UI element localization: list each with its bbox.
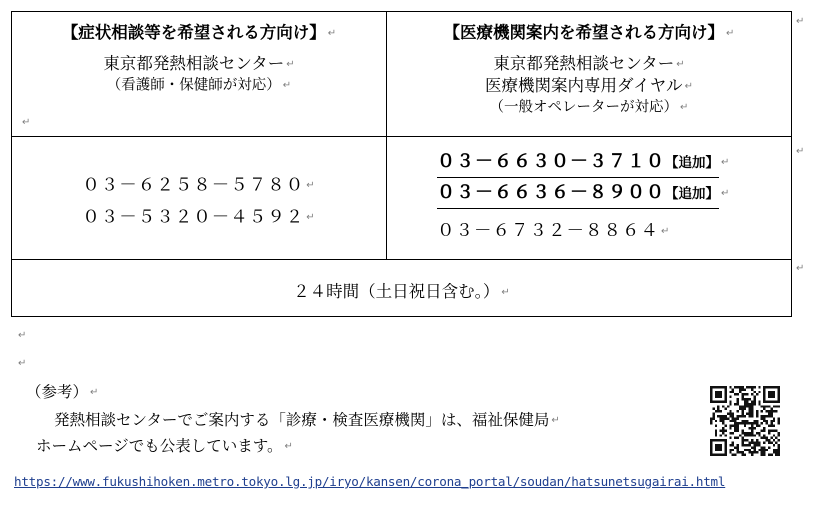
return-mark-icon: ↵ bbox=[284, 441, 293, 452]
return-mark-icon: ↵ bbox=[286, 59, 295, 70]
reference-title: （参考） ↵ bbox=[26, 383, 99, 401]
reference-body-line-1: 発熱相談センターでご案内する「診療・検査医療機関」は、福祉保健局 ↵ bbox=[54, 411, 560, 429]
return-mark-icon: ↵ bbox=[18, 358, 27, 369]
return-mark-icon: ↵ bbox=[327, 28, 337, 39]
right-header-cell bbox=[387, 12, 792, 137]
right-line-1: 東京都発熱相談センター ↵ bbox=[493, 54, 685, 73]
left-phone-2: ０３－５３２０－４５９２ ↵ bbox=[82, 207, 316, 227]
return-mark-icon: ↵ bbox=[501, 287, 510, 298]
left-header: 【症状相談等を希望される方向け】 ↵ bbox=[61, 23, 337, 42]
hours-cell bbox=[12, 260, 792, 317]
left-phone-1: ０３－６２５８－５７８０ ↵ bbox=[82, 175, 316, 196]
return-mark-icon: ↵ bbox=[551, 415, 560, 426]
return-mark-icon: ↵ bbox=[282, 80, 292, 91]
left-phones-cell bbox=[12, 137, 387, 260]
left-header-cell bbox=[12, 12, 387, 137]
return-mark-icon: ↵ bbox=[22, 117, 31, 128]
consultation-table bbox=[11, 11, 792, 317]
right-phone-plain: ０３－６７３２－８８６４ ↵ bbox=[437, 221, 671, 241]
reference-body-line-2: ホームページでも公表しています。 ↵ bbox=[36, 437, 293, 455]
right-phone-added-1: ０３－６６３０－３７１０【追加】 ↵ bbox=[437, 150, 729, 178]
return-mark-icon: ↵ bbox=[721, 188, 730, 199]
return-mark-icon: ↵ bbox=[661, 225, 671, 237]
return-mark-icon: ↵ bbox=[796, 263, 805, 274]
left-line-2: （看護師・保健師が対応） ↵ bbox=[106, 77, 292, 94]
reference-url-link[interactable]: https://www.fukushihoken.metro.tokyo.lg.jp/iryo/kansen/corona_portal/soudan/hatsunetsugairai.html bbox=[14, 474, 726, 489]
hours-text: ２４時間（土日祝日含む。） ↵ bbox=[293, 282, 510, 301]
return-mark-icon: ↵ bbox=[680, 102, 689, 113]
right-line-2: 医療機関案内専用ダイヤル ↵ bbox=[485, 76, 693, 95]
right-line-3: （一般オペレーターが対応） ↵ bbox=[489, 99, 689, 116]
return-mark-icon: ↵ bbox=[18, 330, 27, 341]
return-mark-icon: ↵ bbox=[306, 180, 316, 191]
right-header: 【医療機関案内を希望される方向け】 ↵ bbox=[443, 23, 735, 42]
return-mark-icon: ↵ bbox=[796, 146, 805, 157]
return-mark-icon: ↵ bbox=[721, 157, 730, 168]
left-line-1: 東京都発熱相談センター ↵ bbox=[103, 54, 295, 73]
right-phones-cell bbox=[387, 137, 792, 260]
qr-code-icon bbox=[710, 386, 780, 456]
return-mark-icon: ↵ bbox=[796, 16, 805, 27]
return-mark-icon: ↵ bbox=[90, 387, 99, 398]
return-mark-icon: ↵ bbox=[306, 211, 316, 223]
return-mark-icon: ↵ bbox=[684, 81, 693, 92]
return-mark-icon: ↵ bbox=[726, 28, 735, 39]
right-phone-added-2: ０３－６６３６－８９００【追加】 ↵ bbox=[437, 181, 729, 209]
return-mark-icon: ↵ bbox=[676, 59, 685, 70]
